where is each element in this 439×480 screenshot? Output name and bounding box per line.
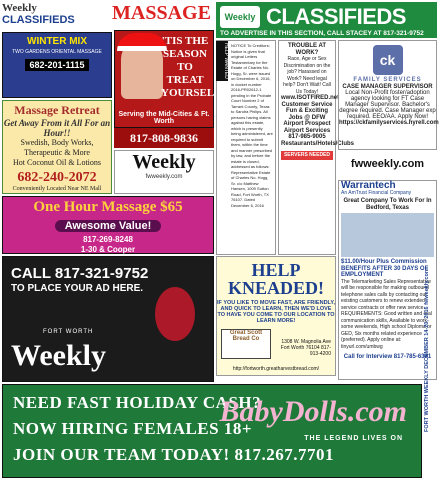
babydolls-tagline: THE LEGEND LIVES ON [304, 435, 403, 442]
ad-warrantech[interactable] [338, 180, 437, 380]
ad-season-treat[interactable] [114, 30, 221, 128]
weekly-word: Weekly [2, 2, 37, 14]
ad-one-hour-massage[interactable] [2, 196, 214, 254]
ad-winter-phone: 682-201-1115 [25, 59, 88, 71]
ad-help-kneaded[interactable] [216, 256, 336, 376]
ck-job-title: CASE MANAGER SUPERVISOR [342, 84, 433, 90]
ad-onehour-value: Awesome Value! [55, 220, 162, 232]
warrantech-body: The Telemarketing Sales Representative will be responsible for making outbound telephone sales calls by contacting our existing customers to renew extended service contracts or offer new service. REQUIREMENTS: Good written and oral communication skills, Available to work some weekends, High school Diploma or GED, Six months related experience (preferred). Apply online at: tinyurl.com/umbwg [341, 278, 432, 350]
ad-weekly-small[interactable] [114, 150, 214, 194]
warrantech-salary: $11.00/Hour Plus Commission BENEFITS AFTER 30 DAYS OF EMPLOYMENT [341, 259, 429, 278]
ad-onehour-phone: 817-269-8248 [83, 235, 133, 244]
ad-retreat-line-1: Swedish, Body Works, [20, 138, 94, 147]
airport-jobs-heading: Fun & Exciting Jobs @ DFW Airport Prospect Airport Services [283, 108, 331, 134]
ad-call-to-place[interactable] [2, 256, 214, 382]
ad-retreat-title: Massage Retreat [14, 103, 100, 117]
ad-call-line-1: CALL 817-321-9752 [11, 265, 149, 282]
isotfired-url[interactable]: www.ISOTFIRED.net [281, 95, 340, 101]
help-wanted-vertical: HELP WANTED [216, 41, 228, 81]
ad-call-brand: Weekly [11, 339, 106, 372]
help-kneaded-address: 1308 W. Magnolia Ave Fort Worth 76104 817-913-4200 [280, 339, 331, 357]
babydolls-logo: BabyDolls.com [219, 395, 407, 428]
ad-santa-caption: Serving the Mid-Cities & Ft. Worth [118, 111, 210, 125]
classifieds-word: CLASSIFIEDS [2, 14, 75, 26]
ad-retreat-phone: 682-240-2072 [17, 170, 97, 185]
massage-heading: MASSAGE [112, 2, 211, 24]
weekly-logo: Weekly [220, 6, 260, 28]
customer-service-heading: Customer Service [281, 101, 333, 108]
servers-needed-badge: SERVERS NEEDED [281, 151, 333, 160]
ad-santa-text: 'TIS THE SEASON TO TREAT YOURSELF [161, 35, 221, 99]
ad-ck-family-services[interactable] [338, 40, 437, 150]
page-footer-vertical: FORT WORTH WEEKLY DECEMBER 14-20, 2016 fwweekly.com [424, 268, 430, 432]
trouble-at-work-heading: TROUBLE AT WORK? [288, 43, 326, 56]
ad-onehour-title [3, 199, 213, 216]
warrantech-heading: Great Company To Work For In Bedford, Texas [343, 198, 432, 211]
jobs-column [278, 40, 355, 255]
ad-onehour-title-text: One Hour Massage [33, 199, 157, 215]
legal-notice-column [216, 40, 276, 255]
babydolls-line-1: NEED FAST HOLIDAY CASH? [13, 393, 262, 412]
babydolls-line-3: JOIN OUR TEAM TODAY! 817.267.7701 [13, 445, 334, 464]
ad-winter-sub: TWO GARDENS ORIENTAL MASSAGE [12, 49, 102, 55]
babydolls-line-2: NOW HIRING FEMALES 18+ [13, 419, 253, 438]
classifieds-subtitle: TO ADVERTISE IN THIS SECTION, CALL STACEY AT 817-321-9752 [220, 30, 424, 37]
help-kneaded-sub: IF YOU LIKE TO MOVE FAST, ARE FRIENDLY, AND QUICK TO LEARN, THEN WE'D LOVE TO HAVE YOU COME TO OUR LOCATION TO LEARN MORE! [217, 300, 335, 324]
help-kneaded-title: HELP KNEADED! [227, 260, 324, 298]
ck-logo-icon: ck [373, 45, 403, 75]
fwweekly-url[interactable]: fwweekly.com [350, 158, 425, 170]
help-kneaded-url[interactable]: http://fortworth.greatharvestbread.com/ [232, 366, 320, 372]
ad-call-fw: FORT WORTH [43, 329, 94, 335]
ad-santa-phone: 817-808-9836 [114, 128, 214, 148]
ad-onehour-price: $65 [160, 199, 183, 215]
office-photo [341, 213, 434, 257]
ad-massage-retreat[interactable] [2, 100, 112, 194]
santa-hat-icon [117, 33, 167, 51]
ad-retreat-line-2: Therapeutic & More [24, 148, 90, 157]
ad-winter-title: WINTER MIX [27, 36, 87, 47]
great-harvest-logo: Great Scott Bread Co [221, 329, 271, 359]
ad-retreat-tagline: Get Away From it All For an Hour!! [3, 118, 111, 138]
weekly-small-logo: Weekly [132, 151, 196, 173]
ad-babydolls[interactable] [2, 384, 422, 478]
ad-retreat-note: Conveniently Located Near NE Mall [12, 186, 102, 192]
airport-phone: 817-985-9005 [288, 134, 326, 140]
trouble-at-work-text: Race, Age or Sex Discrimination on the job? Harassed on Work? Need legal help? Don't Wait! Call Us Today! [283, 56, 331, 95]
weekly-small-url: fwweekly.com [145, 174, 183, 180]
ad-call-line-2: TO PLACE YOUR AD HERE. [11, 283, 144, 294]
ad-onehour-hours: 1-30 & Cooper [80, 245, 136, 254]
ad-retreat-line-3: Hot Coconut Oil & Lotions [13, 158, 101, 167]
lips-icon [155, 287, 195, 341]
warrantech-call: Call for Interview 817-785-6381 [343, 354, 432, 360]
classifieds-banner [216, 2, 437, 38]
classifieds-title: CLASSIFIEDS [266, 4, 406, 29]
restaurants-heading: Restaurants/Hotels/Clubs [281, 140, 355, 147]
warrantech-tagline: An AmTrust Financial Company [341, 189, 412, 196]
warrantech-logo: Warrantech [341, 180, 396, 191]
ck-family-services: FAMILY SERVICES [353, 77, 422, 83]
ck-body: Local Non-Profit foster/adoption agency looking for FT Case Manager Supervisor. Bachelor's degree required. Case Manager exp required. EEO/AA. Apply Now! [339, 90, 436, 120]
ad-winter-mix[interactable] [2, 32, 112, 98]
legal-notice-text: NOTICE To Creditors: Notice is given that original Letters Testamentary for the Estate of Charles No. Hogg, Sr. were issued on December 6, 2016, in docket number 2016-PR02612-1 pending in the Probate Court Number 2 of Tarrant County, Texas to Sandra Philips. All persons having claims against this estate, which is presently being administered, are required to submit them, within the time and manner prescribed by law, and before the estate is closed, addressed as follows: Representative Estate of Charles No. Hogg, Sr. c/o Matthew Hansen, 1009 Sutton Road, Fort Worth, TX 76107. Dated December 6, 2016 [231, 43, 273, 208]
ck-url[interactable]: https://ckfamilyservices.hyrell.com [339, 120, 439, 126]
weekly-classifieds-label [2, 2, 112, 32]
